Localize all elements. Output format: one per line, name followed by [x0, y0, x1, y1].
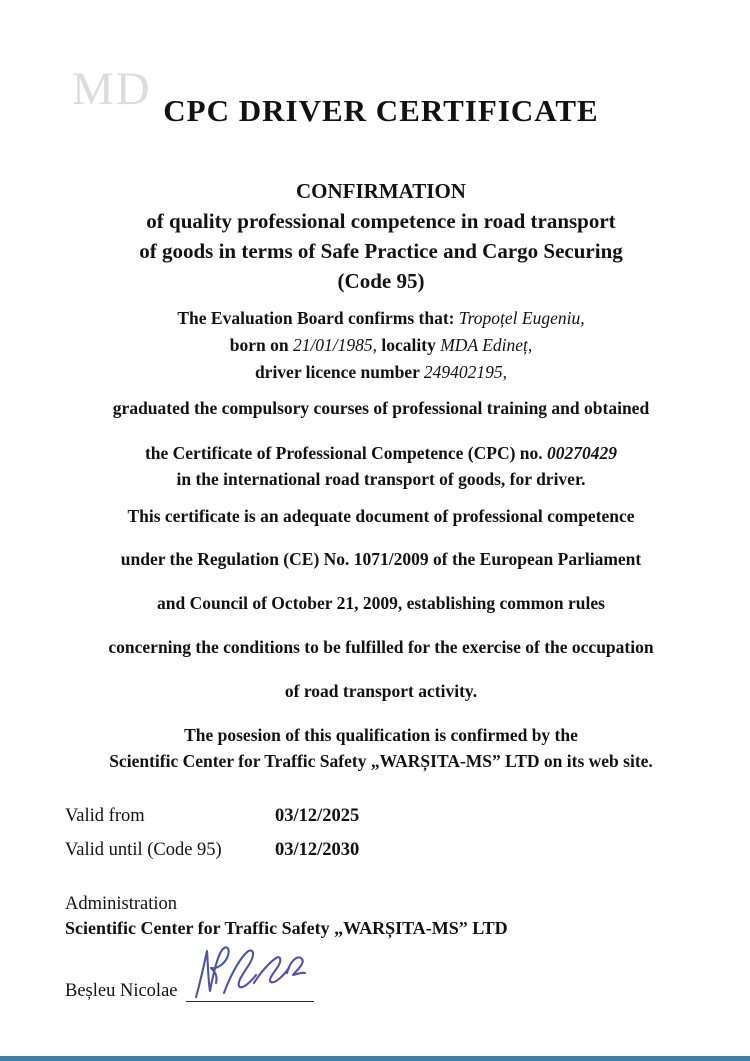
administration-label: Administration [65, 894, 178, 914]
confirmation-heading: CONFIRMATION [296, 179, 466, 203]
cpc-number: 00270429 [547, 443, 618, 463]
md-watermark: MD [72, 63, 152, 115]
bottom-accent-bar [0, 1056, 750, 1061]
confirmation-line-2: of goods in terms of Safe Practice and Cargo Securing [139, 239, 623, 263]
locality-value: MDA Edineț, [440, 335, 533, 355]
locality-label: locality [381, 335, 436, 355]
valid-from-value: 03/12/2025 [275, 806, 360, 826]
board-line-3 [12, 359, 750, 386]
paragraph-5: of road transport activity. [284, 681, 478, 701]
certificate-block [12, 440, 750, 492]
confirmation-block [12, 176, 750, 296]
board-line-1 [12, 305, 750, 332]
valid-until-label: Valid until (Code 95) [65, 840, 222, 860]
paragraph-4: concerning the conditions to be fulfilled for the exercise of the occupation [108, 637, 654, 657]
licence-label: driver licence number [254, 362, 420, 382]
possession-block [12, 722, 750, 774]
paragraph-2: under the Regulation (CE) No. 1071/2009 of the European Parliament [120, 549, 642, 569]
graduated-line: graduated the compulsory courses of professional training and obtained [112, 398, 650, 418]
possession-line-1: The posesion of this qualification is confirmed by the [184, 725, 578, 745]
paragraph-3: and Council of October 21, 2009, establishing common rules [157, 593, 605, 613]
confirmation-line-1: of quality professional competence in road transport [146, 209, 616, 233]
confirmation-line-3: (Code 95) [337, 269, 425, 293]
licence-number: 249402195, [423, 362, 508, 382]
certificate-line-2: in the international road transport of goods, for driver. [176, 469, 586, 489]
confirms-label: The Evaluation Board confirms that: [177, 308, 455, 328]
organization-name: Scientific Center for Traffic Safety „WARȘITA-MS” LTD [65, 918, 508, 938]
valid-until-value: 03/12/2030 [275, 840, 360, 860]
page-title: CPC DRIVER CERTIFICATE [163, 93, 599, 128]
signature-ink [190, 941, 308, 1003]
possession-line-2: Scientific Center for Traffic Safety „WARȘITA-MS” LTD on its web site. [109, 751, 653, 771]
holder-name: Tropoțel Eugeniu, [458, 308, 585, 328]
valid-from-label: Valid from [65, 806, 145, 826]
certificate-prefix: the Certificate of Professional Competence (CPC) no. [144, 443, 543, 463]
evaluation-board-block [12, 305, 750, 386]
certificate-line-1 [12, 440, 750, 466]
birth-date: 21/01/1985, [292, 335, 378, 355]
paragraph-1: This certificate is an adequate document of professional competence [127, 506, 635, 526]
board-line-2 [12, 332, 750, 359]
born-label: born on [229, 335, 289, 355]
signer-name: Beșleu Nicolae [65, 981, 178, 1001]
